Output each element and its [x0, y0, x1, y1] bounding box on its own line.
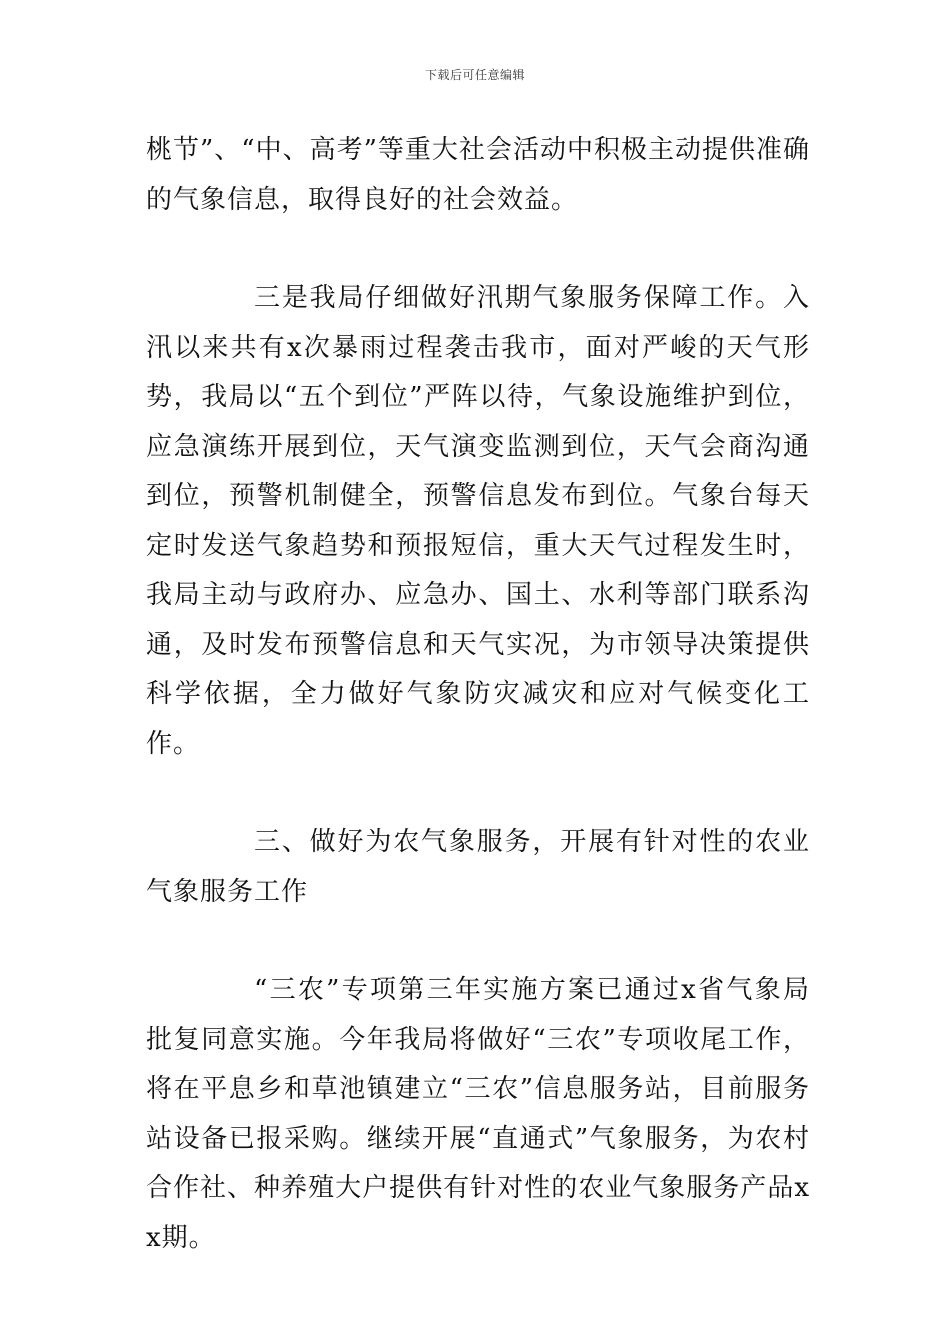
section-heading-agriculture: 三、做好为农气象服务，开展有针对性的农业气象服务工作 [146, 827, 810, 907]
paragraph-gap [146, 769, 810, 818]
paragraph-sannong: “三农”专项第三年实施方案已通过x省气象局批复同意实施。今年我局将做好“三农”专项收尾工作，将在平息乡和草池镇建立“三农”信息服务站，目前服务站设备已报采购。继续开展“直通式”气象服务，为农村合作社、种养殖大户提供有针对性的农业气象服务产品xx期。 [146, 975, 810, 1253]
paragraph-gap [146, 225, 810, 274]
paragraph-gap [146, 917, 810, 966]
header-note: 下载后可任意编辑 [424, 68, 525, 82]
paragraph-flood-season: 三是我局仔细做好汛期气象服务保障工作。入汛以来共有x次暴雨过程袭击我市，面对严峻的天气形势，我局以“五个到位”严阵以待，气象设施维护到位，应急演练开展到位，天气演变监测到位，天气会商沟通到位，预警机制健全，预警信息发布到位。气象台每天定时发送气象趋势和预报短信，重大天气过程发生时，我局主动与政府办、应急办、国土、水利等部门联系沟通，及时发布预警信息和天气实况，为市领导决策提供科学依据，全力做好气象防灾减灾和应对气候变化工作。 [146, 283, 810, 759]
paragraph-continuation: 桃节”、“中、高考”等重大社会活动中积极主动提供准确的气象信息，取得良好的社会效益。 [146, 135, 810, 215]
document-body [146, 126, 810, 1263]
